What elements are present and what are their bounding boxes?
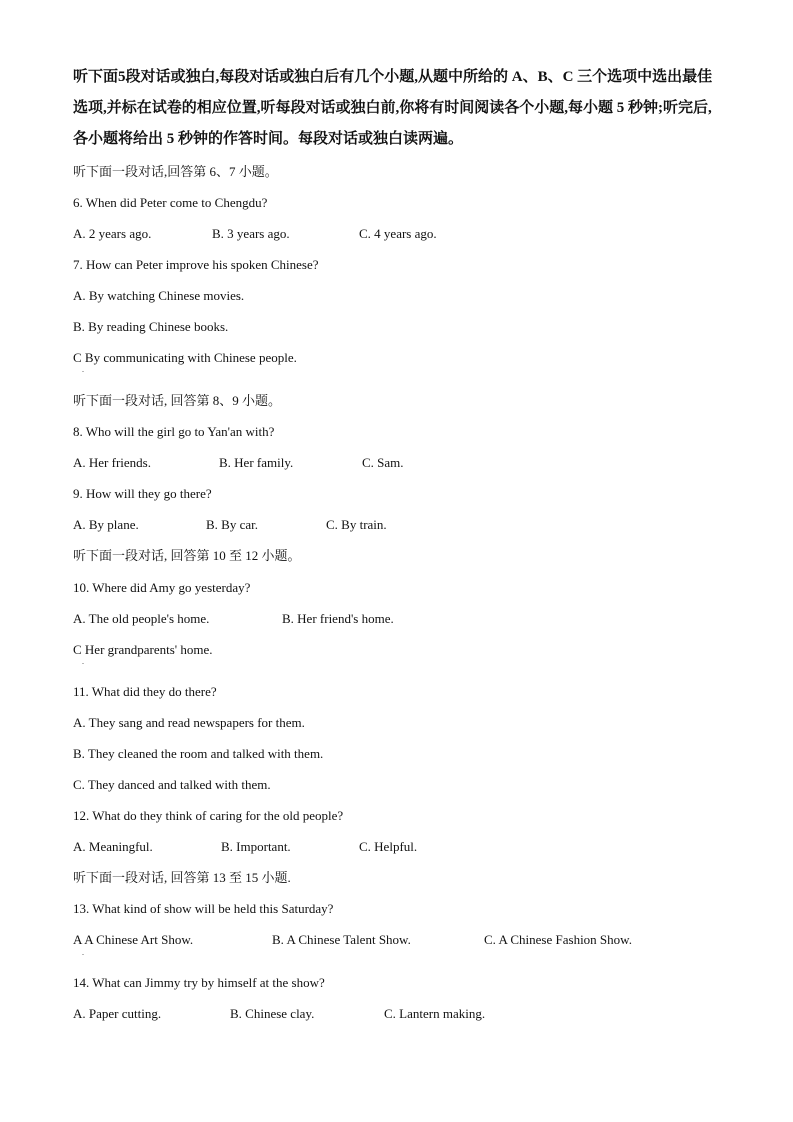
stray-dot-mark: . <box>82 948 84 957</box>
option-7b: B. By reading Chinese books. <box>73 319 229 334</box>
option-7a: A. By watching Chinese movies. <box>73 288 245 303</box>
section-instructions: 听下面5段对话或独白,每段对话或独白后有几个小题,从题中所给的 A、B、C 三个选项中选出最佳选项,并标在试卷的相应位置,听每段对话或独白前,你将有时间阅读各个小题,每小题 5 秒钟;听完后,各小题将给出 5 秒钟的作答时间。每段对话或独白读两遍。 <box>73 69 713 147</box>
option-9b: B. By car. <box>206 517 258 532</box>
option-13c: C. A Chinese Fashion Show. <box>484 932 632 947</box>
option-10a: A. The old people's home. <box>73 611 210 626</box>
option-8a: A. Her friends. <box>73 455 151 470</box>
question-8: 8. Who will the girl go to Yan'an with? <box>73 424 275 439</box>
option-12b: B. Important. <box>221 839 291 854</box>
option-12a: A. Meaningful. <box>73 839 153 854</box>
question-10: 10. Where did Amy go yesterday? <box>73 580 251 595</box>
section-header: 听下面一段对话, 回答第 8、9 小题。 <box>73 393 282 408</box>
option-14b: B. Chinese clay. <box>230 1006 315 1021</box>
section-header: 听下面一段对话, 回答第 13 至 15 小题. <box>73 870 291 885</box>
question-12: 12. What do they think of caring for the old people? <box>73 808 344 823</box>
option-6a: A. 2 years ago. <box>73 226 152 241</box>
option-9c: C. By train. <box>326 517 387 532</box>
option-8b: B. Her family. <box>219 455 294 470</box>
option-8c: C. Sam. <box>362 455 404 470</box>
option-11b: B. They cleaned the room and talked with them. <box>73 746 324 761</box>
question-14: 14. What can Jimmy try by himself at the show? <box>73 975 325 990</box>
question-11: 11. What did they do there? <box>73 684 217 699</box>
option-11a: A. They sang and read newspapers for them. <box>73 715 305 730</box>
option-12c: C. Helpful. <box>359 839 418 854</box>
option-13a: A A Chinese Art Show. <box>73 932 194 947</box>
option-14a: A. Paper cutting. <box>73 1006 162 1021</box>
option-6b: B. 3 years ago. <box>212 226 290 241</box>
option-6c: C. 4 years ago. <box>359 226 437 241</box>
stray-dot-mark: . <box>82 657 84 666</box>
option-11c: C. They danced and talked with them. <box>73 777 271 792</box>
question-7: 7. How can Peter improve his spoken Chinese? <box>73 257 319 272</box>
option-10c: C Her grandparents' home. <box>73 642 213 657</box>
option-14c: C. Lantern making. <box>384 1006 486 1021</box>
option-10b: B. Her friend's home. <box>282 611 394 626</box>
question-6: 6. When did Peter come to Chengdu? <box>73 195 268 210</box>
section-header: 听下面一段对话, 回答第 10 至 12 小题。 <box>73 548 301 563</box>
stray-dot-mark: . <box>82 365 84 374</box>
option-9a: A. By plane. <box>73 517 139 532</box>
option-13b: B. A Chinese Talent Show. <box>272 932 411 947</box>
question-13: 13. What kind of show will be held this Saturday? <box>73 901 334 916</box>
section-header: 听下面一段对话,回答第 6、7 小题。 <box>73 164 278 179</box>
option-7c: C By communicating with Chinese people. <box>73 350 297 365</box>
question-9: 9. How will they go there? <box>73 486 212 501</box>
